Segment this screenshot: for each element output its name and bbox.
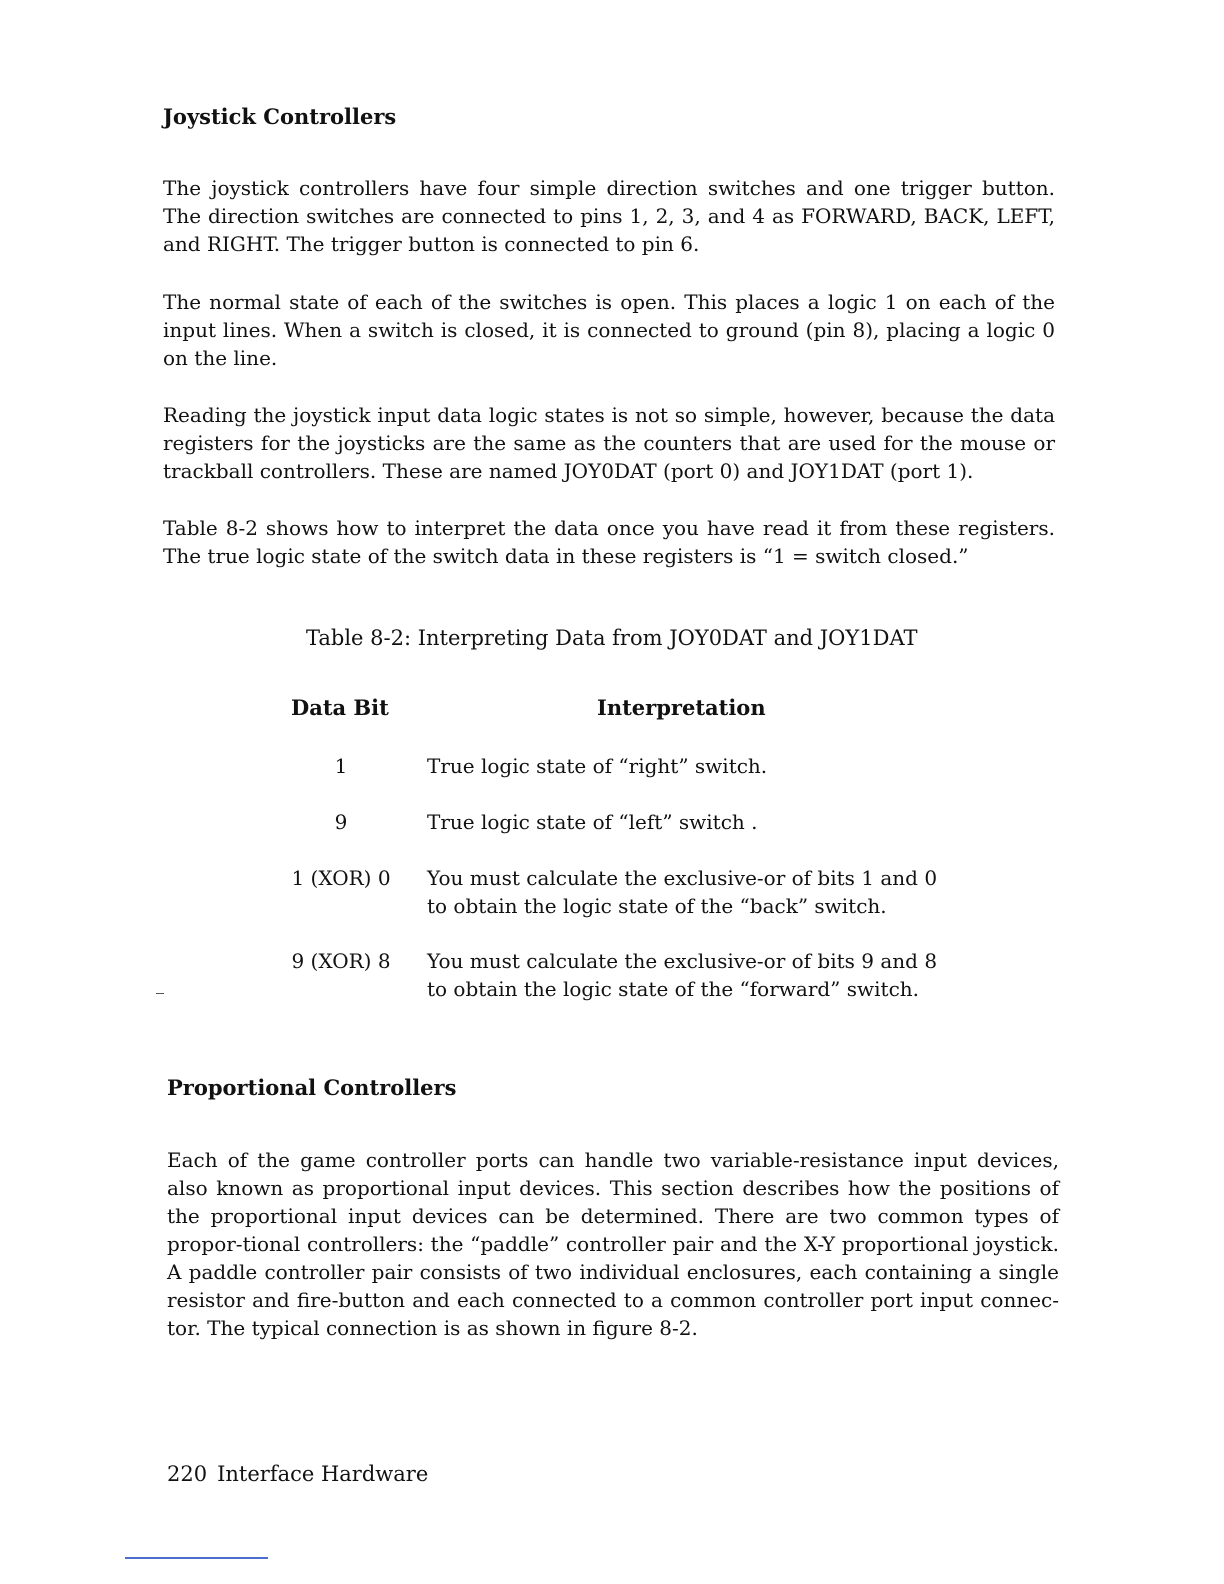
paragraph-reading-data: [163, 401, 1055, 485]
paragraph-joystick-switches: [163, 174, 1055, 258]
paragraph-text: Each of the game controller ports can handle two variable-resistance input devices, also known as proportional input devices. This section describes how the positions of the proportional input devices can be determined. There are two common types of propor-tional controllers: the “paddle” controller pair and the X-Y proportional joystick. A paddle controller pair consists of two individual enclosures, each containing a single resistor and fire-button and each connected to a common controller port input connec-tor. The typical connection is as shown in figure 8-2.: [167, 1148, 1059, 1340]
section-heading-joystick-controllers: Joystick Controllers: [163, 104, 397, 129]
running-title: Interface Hardware: [217, 1462, 429, 1486]
stray-mark: [156, 993, 164, 994]
data-bit-cell: 9: [334, 810, 348, 834]
data-bit-cell: 1 (XOR) 0: [291, 866, 391, 890]
page-footer: [167, 1460, 428, 1488]
interpretation-cell: You must calculate the exclusive-or of bits 1 and 0 to obtain the logic state of the “back” switch.: [427, 866, 938, 918]
page-number: 220: [167, 1462, 208, 1486]
data-bit-cell: 9 (XOR) 8: [291, 949, 391, 973]
paragraph-table-intro: [163, 514, 1055, 570]
paragraph-normal-state: [163, 288, 1055, 372]
section-heading-proportional-controllers: Proportional Controllers: [167, 1075, 457, 1100]
interpretation-cell: True logic state of “right” switch.: [427, 754, 768, 778]
column-header-interpretation: Interpretation: [597, 695, 766, 720]
column-header-data-bit: Data Bit: [291, 695, 389, 720]
paragraph-text: Table 8-2 shows how to interpret the data once you have read it from these registers. The true logic state of the switch data in these registers is “1 = switch closed.”: [163, 516, 1055, 568]
interpretation-cell: True logic state of “left” switch .: [427, 810, 758, 834]
paragraph-proportional-controllers: [167, 1146, 1059, 1342]
paragraph-text: The joystick controllers have four simple direction switches and one trigger button. The direction switches are connected to pins 1, 2, 3, and 4 as FORWARD, BACK, LEFT, and RIGHT. The trigger button is connected to pin 6.: [163, 176, 1055, 256]
paragraph-text: The normal state of each of the switches is open. This places a logic 1 on each of the input lines. When a switch is closed, it is connected to ground (pin 8), placing a logic 0 on the line.: [163, 290, 1055, 370]
data-bit-cell: 1: [334, 754, 348, 778]
table-caption: Table 8-2: Interpreting Data from JOY0DAT and JOY1DAT: [306, 626, 918, 650]
interpretation-cell: You must calculate the exclusive-or of bits 9 and 8 to obtain the logic state of the “forward” switch.: [427, 949, 938, 1001]
bottom-rule: [125, 1557, 268, 1559]
paragraph-text: Reading the joystick input data logic states is not so simple, however, because the data registers for the joysticks are the same as the counters that are used for the mouse or trackball controllers. These are named JOY0DAT (port 0) and JOY1DAT (port 1).: [163, 403, 1055, 483]
